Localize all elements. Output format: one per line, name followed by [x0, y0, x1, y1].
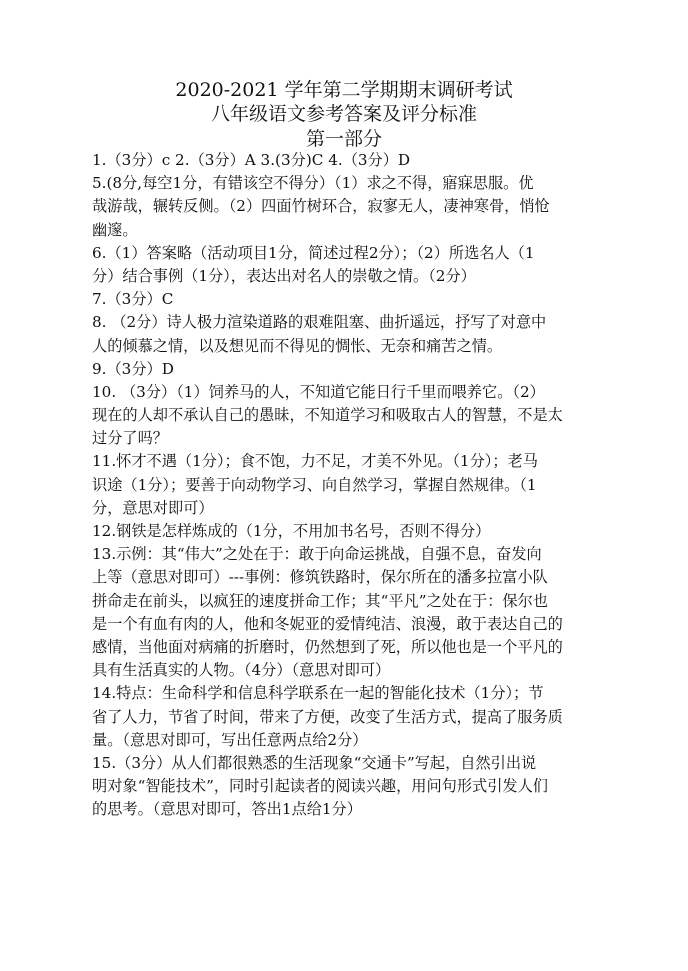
answer-line: 分，意思对即可） [92, 498, 214, 517]
answer-line: 7.（3分）C [92, 290, 174, 309]
answer-line: 感情，当他面对病痛的折磨时，仍然想到了死，所以他也是一个平凡的 [92, 637, 563, 656]
answer-line: 分）结合事例（1分），表达出对名人的崇敬之情。（2分） [92, 266, 476, 285]
answer-line: 1.（3分）c 2.（3分）A 3.(3分)C 4.（3分）D [92, 151, 411, 169]
answer-line: 15.（3分）从人们都很熟悉的生活现象“交通卡”写起，自然引出说 [92, 753, 537, 772]
answer-line: 14.特点：生命科学和信息科学联系在一起的智能化技术（1分）；节 [92, 684, 544, 703]
answer-line: 现在的人却不承认自己的愚昧，不知道学习和吸取古人的智慧，不是太 [92, 406, 563, 425]
answer-line: 省了人力，节省了时间，带来了方便，改变了生活方式，提高了服务质 [92, 707, 563, 726]
answer-line: 明对象“智能技术”，同时引起读者的阅读兴趣，用问句形式引发人们 [92, 777, 548, 796]
answer-line: 哉游哉，辗转反侧。（2）四面竹树环合，寂寥无人，凄神寒骨，悄怆 [92, 197, 550, 216]
answer-line: 10. （3分）（1）饲养马的人，不知道它能日行千里而喂养它。（2） [92, 382, 545, 401]
answer-line: 12.钢铁是怎样炼成的（1分，不用加书名号，否则不得分） [92, 522, 491, 540]
answer-line: 人的倾慕之情，以及想见而不得见的惆怅、无奈和痛苦之情。 [92, 336, 503, 355]
document-subtitle: 八年级语文参考答案及评分标准 [210, 103, 477, 125]
answer-body [92, 149, 592, 821]
answer-line: 11.怀才不遇（1分）；食不饱，力不足，才美不外见。（1分）；老马 [92, 452, 538, 471]
answer-line: 过分了吗？ [92, 429, 168, 448]
answer-line: 识途（1分）；要善于向动物学习、向自然学习，掌握自然规律。（1 [92, 475, 537, 494]
section-heading: 第一部分 [305, 128, 382, 150]
answer-line: 8. （2分）诗人极力渲染道路的艰难阻塞、曲折遥远，抒写了对意中 [92, 313, 547, 332]
answer-line: 13.示例：其“伟大”之处在于：敢于向命运挑战，自强不息，奋发向 [92, 545, 542, 564]
answer-line: 量。（意思对即可，写出任意两点给2分） [92, 730, 368, 749]
document-title: 2020-2021 学年第二学期期末调研考试 [175, 79, 513, 101]
answer-line: 6.（1）答案略（活动项目1分，简述过程2分）；（2）所选名人（1 [92, 243, 535, 262]
answer-line: 是一个有血有肉的人，他和冬妮亚的爱情纯洁、浪漫，敢于表达自己的 [92, 614, 563, 633]
answer-line: 5.(8分,每空1分，有错该空不得分）（1）求之不得，寤寐思服。优 [92, 174, 534, 193]
answer-line: 拼命走在前头，以疯狂的速度拼命工作；其“平凡”之处在于：保尔也 [92, 591, 548, 610]
answer-line: 幽邃。 [92, 220, 138, 239]
answer-line: 9.（3分）D [92, 359, 174, 378]
answer-line: 具有生活真实的人物。（4分）（意思对即可） [92, 661, 391, 680]
answer-line: 上等（意思对即可）---事例：修筑铁路时，保尔所在的潘多拉富小队 [92, 568, 548, 587]
answer-line: 的思考。（意思对即可，答出1点给1分） [92, 800, 362, 819]
